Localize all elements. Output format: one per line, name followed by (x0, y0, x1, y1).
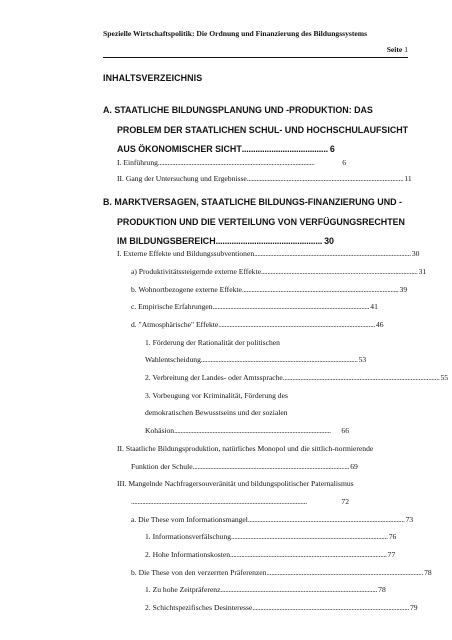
toc-entry-line[interactable]: 3. Vorbeugung vor Kriminalität, Förderung des (145, 391, 288, 400)
toc-entry-line[interactable]: II. Staatliche Bildungsproduktion, natürliches Monopol und die sittlich-normierende (117, 444, 374, 453)
toc-entry[interactable]: Kohäsion .................................................................................................. 66 (145, 426, 349, 435)
toc-entry[interactable]: II. Gang der Untersuchung und Ergebnisse .................................................................................................. 11 (117, 174, 412, 183)
toc-entry[interactable]: 2. Schichtspezifisches Desinteresse .................................................................................................. 79 (145, 603, 418, 612)
toc-entry-line[interactable]: III. Mangelnde Nachfragersouveränität und bildungspolitischer Paternalismus (117, 479, 354, 488)
toc-entry[interactable]: 1. Zu hohe Zeitpräferenz .................................................................................................. 78 (145, 585, 386, 594)
toc-entry[interactable]: 1. Informationsverfälschung .................................................................................................. 76 (145, 532, 397, 541)
toc-entry[interactable]: d. "Atmosphärische" Effekte .................................................................................................. 46 (131, 320, 384, 329)
toc-entry[interactable]: 2. Hohe Informationskosten .................................................................................................. 77 (145, 550, 396, 559)
toc-entry[interactable]: I. Externe Effekte und Bildungssubventionen .................................................................................................. 30 (117, 249, 420, 258)
toc-section-a[interactable] (103, 101, 413, 160)
toc-entry[interactable]: I. Einführung .................................................................................................. 6 (117, 158, 346, 167)
section-a-page: 6 (329, 144, 335, 154)
toc-entry[interactable]: b. Die These von den verzerrten Präferenzen .................................................................................................. 78 (131, 568, 432, 577)
toc-heading: INHALTSVERZEICHNIS (103, 73, 203, 83)
toc-section-b[interactable] (103, 193, 413, 252)
toc-entry[interactable]: a. Die These vom Informationsmangel .................................................................................................. 73 (131, 515, 414, 524)
running-header-page (387, 45, 408, 54)
section-b-line-1: B. MARKTVERSAGEN, STAATLICHE BILDUNGS-FINANZIERUNG UND - (103, 197, 402, 207)
toc-entry-line[interactable]: demokratischen Bewusstseins und der sozialen (145, 408, 288, 417)
toc-entry[interactable]: b. Wohnortbezogene externe Effekte .................................................................................................. 39 (131, 285, 408, 294)
page-label: Seite (386, 45, 403, 54)
section-b-line-3: IM BILDUNGSBEREICH ............................................... 30 (103, 232, 413, 252)
toc-entry[interactable]: a) Produktivitätssteigernde externe Effekte .................................................................................................. 31 (131, 267, 427, 276)
section-a-line-1: A. STAATLICHE BILDUNGSPLANUNG UND -PRODUKTION: DAS (103, 105, 373, 115)
toc-entry[interactable]: Funktion der Schule .................................................................................................. 69 (131, 462, 358, 471)
toc-entry-line[interactable]: 1. Förderung der Rationalität der politischen (145, 338, 280, 347)
toc-entry[interactable]: Wahlentscheidung .................................................................................................. 53 (145, 355, 367, 364)
page-number: 1 (404, 45, 408, 54)
running-header-title: Spezielle Wirtschaftspolitik: Die Ordnung und Finanzierung des Bildungssystems (103, 29, 368, 38)
section-b-line-2: PRODUKTION UND DIE VERTEILUNG VON VERFÜGUNGSRECHTEN (117, 216, 405, 227)
toc-entry[interactable]: c. Empirische Erfahrungen .................................................................................................. 41 (131, 302, 378, 311)
section-b-page: 30 (324, 236, 334, 246)
header-rule (103, 57, 408, 58)
section-a-line-2: PROBLEM DER STAATLICHEN SCHUL- UND HOCHSCHULAUFSICHT (117, 124, 409, 135)
section-a-line-3: AUS ÖKONOMISCHER SICHT ...................................... 6 (103, 140, 413, 160)
toc-entry[interactable]: 2. Verbreitung der Landes- oder Amtssprache .................................................................................................. 55 (145, 373, 449, 382)
toc-entry[interactable]: .............................................................................................................. 72 (131, 497, 349, 506)
